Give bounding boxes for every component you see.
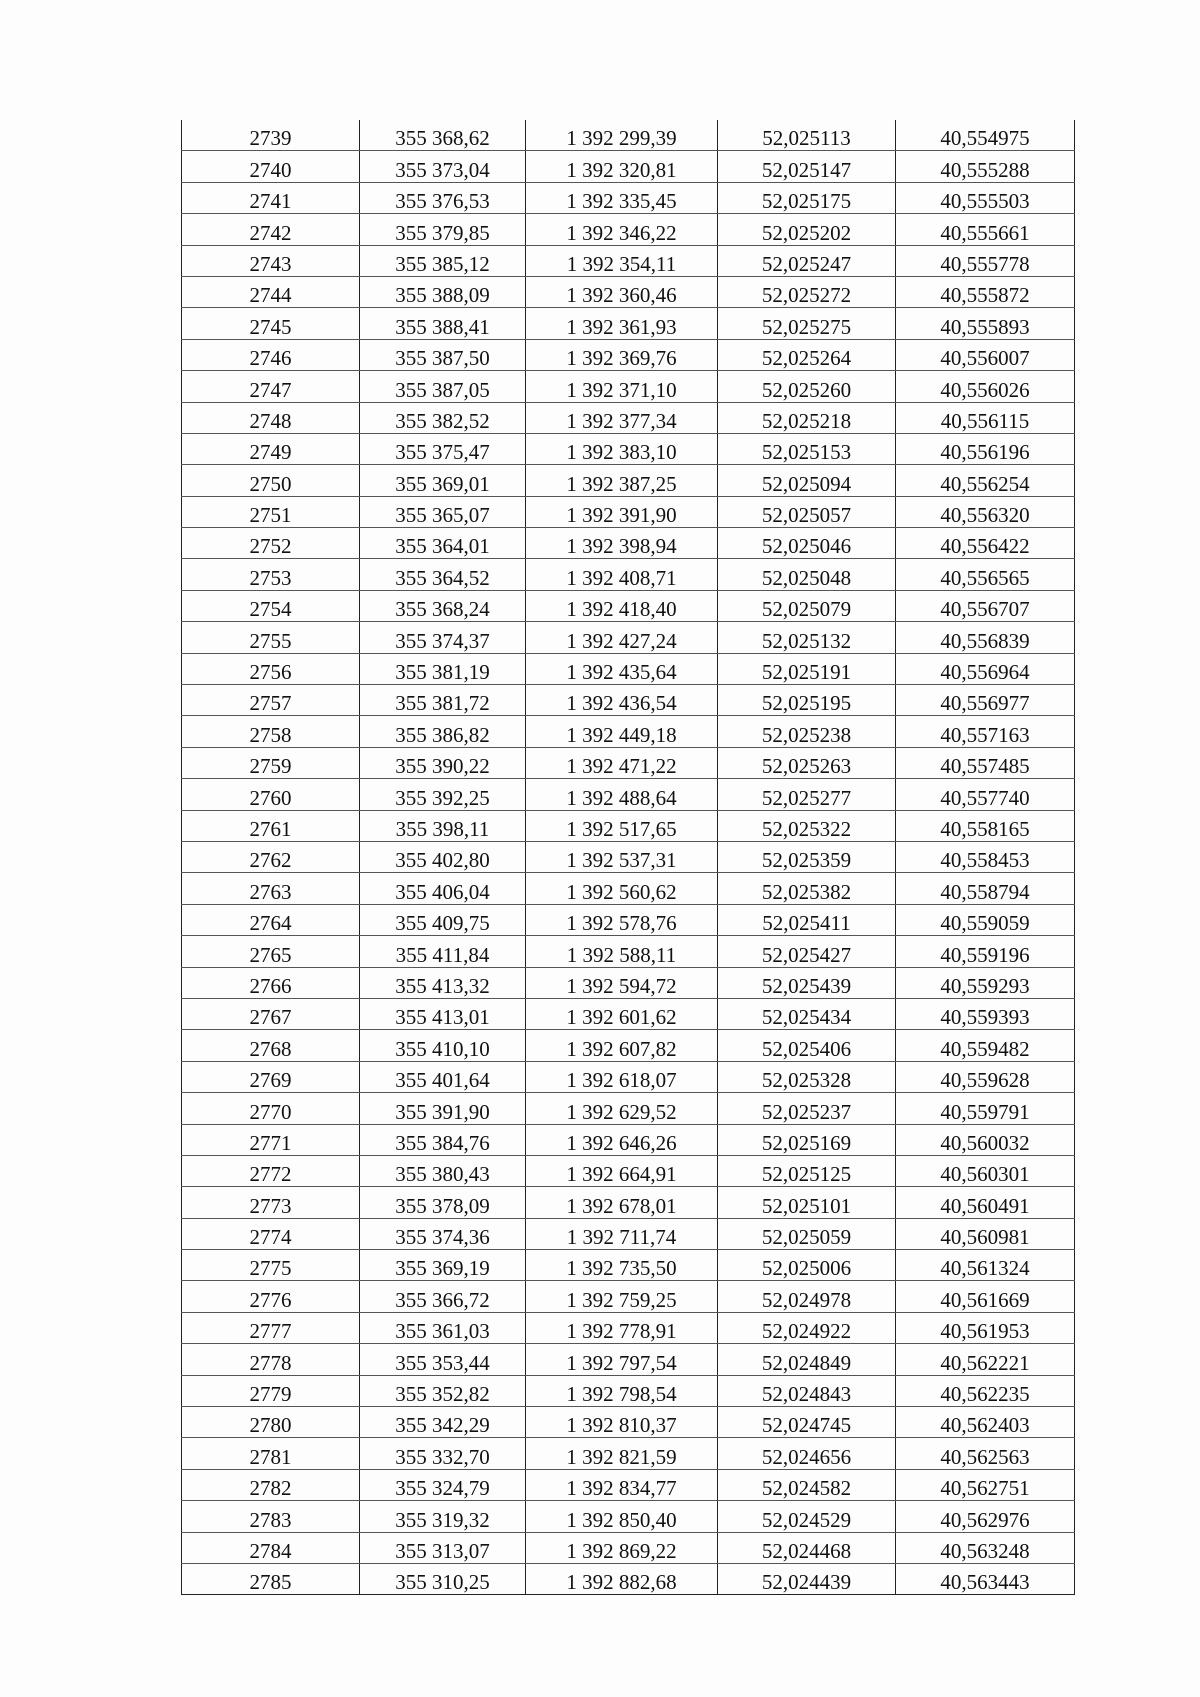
table-row — [182, 465, 1075, 496]
point-number-cell: 2743 — [182, 245, 360, 276]
point-number-cell: 2758 — [182, 716, 360, 747]
longitude-cell: 40,559628 — [896, 1061, 1075, 1092]
longitude-cell: 40,562221 — [896, 1344, 1075, 1375]
table-row — [182, 496, 1075, 527]
point-number-cell: 2755 — [182, 622, 360, 653]
y-coordinate-cell: 1 392 869,22 — [526, 1532, 718, 1563]
table-row — [182, 1218, 1075, 1249]
point-number-cell: 2754 — [182, 590, 360, 621]
longitude-cell: 40,560491 — [896, 1187, 1075, 1218]
y-coordinate-cell: 1 392 335,45 — [526, 182, 718, 213]
point-number-cell: 2742 — [182, 214, 360, 245]
longitude-cell: 40,554975 — [896, 120, 1075, 151]
y-coordinate-cell: 1 392 418,40 — [526, 590, 718, 621]
y-coordinate-cell: 1 392 759,25 — [526, 1281, 718, 1312]
y-coordinate-cell: 1 392 517,65 — [526, 810, 718, 841]
point-number-cell: 2771 — [182, 1124, 360, 1155]
latitude-cell: 52,024468 — [718, 1532, 896, 1563]
x-coordinate-cell: 355 380,43 — [360, 1155, 526, 1186]
x-coordinate-cell: 355 385,12 — [360, 245, 526, 276]
y-coordinate-cell: 1 392 371,10 — [526, 371, 718, 402]
latitude-cell: 52,025275 — [718, 308, 896, 339]
x-coordinate-cell: 355 353,44 — [360, 1344, 526, 1375]
x-coordinate-cell: 355 366,72 — [360, 1281, 526, 1312]
y-coordinate-cell: 1 392 408,71 — [526, 559, 718, 590]
table-row — [182, 998, 1075, 1029]
x-coordinate-cell: 355 409,75 — [360, 904, 526, 935]
latitude-cell: 52,025057 — [718, 496, 896, 527]
point-number-cell: 2763 — [182, 873, 360, 904]
y-coordinate-cell: 1 392 427,24 — [526, 622, 718, 653]
y-coordinate-cell: 1 392 488,64 — [526, 779, 718, 810]
table-row — [182, 528, 1075, 559]
longitude-cell: 40,562235 — [896, 1375, 1075, 1406]
x-coordinate-cell: 355 388,41 — [360, 308, 526, 339]
longitude-cell: 40,562751 — [896, 1469, 1075, 1500]
table-row — [182, 1469, 1075, 1500]
longitude-cell: 40,559059 — [896, 904, 1075, 935]
point-number-cell: 2769 — [182, 1061, 360, 1092]
x-coordinate-cell: 355 365,07 — [360, 496, 526, 527]
point-number-cell: 2756 — [182, 653, 360, 684]
latitude-cell: 52,025322 — [718, 810, 896, 841]
longitude-cell: 40,555778 — [896, 245, 1075, 276]
latitude-cell: 52,025125 — [718, 1155, 896, 1186]
longitude-cell: 40,561324 — [896, 1250, 1075, 1281]
table-row — [182, 1501, 1075, 1532]
longitude-cell: 40,560981 — [896, 1218, 1075, 1249]
longitude-cell: 40,561669 — [896, 1281, 1075, 1312]
latitude-cell: 52,025169 — [718, 1124, 896, 1155]
longitude-cell: 40,555503 — [896, 182, 1075, 213]
point-number-cell: 2775 — [182, 1250, 360, 1281]
table-row — [182, 1375, 1075, 1406]
x-coordinate-cell: 355 376,53 — [360, 182, 526, 213]
x-coordinate-cell: 355 378,09 — [360, 1187, 526, 1218]
y-coordinate-cell: 1 392 834,77 — [526, 1469, 718, 1500]
y-coordinate-cell: 1 392 360,46 — [526, 276, 718, 307]
table-row — [182, 622, 1075, 653]
table-row — [182, 402, 1075, 433]
longitude-cell: 40,559482 — [896, 1030, 1075, 1061]
latitude-cell: 52,025238 — [718, 716, 896, 747]
point-number-cell: 2773 — [182, 1187, 360, 1218]
table-row — [182, 1532, 1075, 1563]
longitude-cell: 40,556196 — [896, 433, 1075, 464]
x-coordinate-cell: 355 384,76 — [360, 1124, 526, 1155]
table-row — [182, 1312, 1075, 1343]
point-number-cell: 2747 — [182, 371, 360, 402]
y-coordinate-cell: 1 392 471,22 — [526, 747, 718, 778]
y-coordinate-cell: 1 392 607,82 — [526, 1030, 718, 1061]
x-coordinate-cell: 355 382,52 — [360, 402, 526, 433]
longitude-cell: 40,559393 — [896, 998, 1075, 1029]
x-coordinate-cell: 355 387,50 — [360, 339, 526, 370]
y-coordinate-cell: 1 392 594,72 — [526, 967, 718, 998]
y-coordinate-cell: 1 392 377,34 — [526, 402, 718, 433]
latitude-cell: 52,024922 — [718, 1312, 896, 1343]
latitude-cell: 52,025218 — [718, 402, 896, 433]
latitude-cell: 52,025382 — [718, 873, 896, 904]
table-row — [182, 1281, 1075, 1312]
longitude-cell: 40,555288 — [896, 151, 1075, 182]
x-coordinate-cell: 355 392,25 — [360, 779, 526, 810]
longitude-cell: 40,556707 — [896, 590, 1075, 621]
x-coordinate-cell: 355 373,04 — [360, 151, 526, 182]
y-coordinate-cell: 1 392 449,18 — [526, 716, 718, 747]
x-coordinate-cell: 355 411,84 — [360, 936, 526, 967]
latitude-cell: 52,025094 — [718, 465, 896, 496]
point-number-cell: 2778 — [182, 1344, 360, 1375]
y-coordinate-cell: 1 392 361,93 — [526, 308, 718, 339]
point-number-cell: 2750 — [182, 465, 360, 496]
point-number-cell: 2753 — [182, 559, 360, 590]
longitude-cell: 40,563248 — [896, 1532, 1075, 1563]
point-number-cell: 2761 — [182, 810, 360, 841]
longitude-cell: 40,556839 — [896, 622, 1075, 653]
longitude-cell: 40,561953 — [896, 1312, 1075, 1343]
x-coordinate-cell: 355 413,32 — [360, 967, 526, 998]
point-number-cell: 2770 — [182, 1093, 360, 1124]
point-number-cell: 2766 — [182, 967, 360, 998]
y-coordinate-cell: 1 392 646,26 — [526, 1124, 718, 1155]
table-row — [182, 653, 1075, 684]
table-row — [182, 841, 1075, 872]
y-coordinate-cell: 1 392 629,52 — [526, 1093, 718, 1124]
x-coordinate-cell: 355 324,79 — [360, 1469, 526, 1500]
longitude-cell: 40,559293 — [896, 967, 1075, 998]
x-coordinate-cell: 355 402,80 — [360, 841, 526, 872]
table-row — [182, 716, 1075, 747]
point-number-cell: 2744 — [182, 276, 360, 307]
y-coordinate-cell: 1 392 588,11 — [526, 936, 718, 967]
x-coordinate-cell: 355 361,03 — [360, 1312, 526, 1343]
x-coordinate-cell: 355 368,62 — [360, 120, 526, 151]
table-row — [182, 904, 1075, 935]
x-coordinate-cell: 355 410,10 — [360, 1030, 526, 1061]
point-number-cell: 2745 — [182, 308, 360, 339]
latitude-cell: 52,024849 — [718, 1344, 896, 1375]
x-coordinate-cell: 355 375,47 — [360, 433, 526, 464]
y-coordinate-cell: 1 392 383,10 — [526, 433, 718, 464]
latitude-cell: 52,025411 — [718, 904, 896, 935]
longitude-cell: 40,555872 — [896, 276, 1075, 307]
latitude-cell: 52,025434 — [718, 998, 896, 1029]
x-coordinate-cell: 355 379,85 — [360, 214, 526, 245]
point-number-cell: 2751 — [182, 496, 360, 527]
latitude-cell: 52,024529 — [718, 1501, 896, 1532]
y-coordinate-cell: 1 392 299,39 — [526, 120, 718, 151]
y-coordinate-cell: 1 392 778,91 — [526, 1312, 718, 1343]
x-coordinate-cell: 355 310,25 — [360, 1563, 526, 1594]
latitude-cell: 52,025260 — [718, 371, 896, 402]
longitude-cell: 40,559196 — [896, 936, 1075, 967]
x-coordinate-cell: 355 381,72 — [360, 685, 526, 716]
x-coordinate-cell: 355 406,04 — [360, 873, 526, 904]
x-coordinate-cell: 355 374,36 — [360, 1218, 526, 1249]
point-number-cell: 2748 — [182, 402, 360, 433]
x-coordinate-cell: 355 319,32 — [360, 1501, 526, 1532]
table-row — [182, 1093, 1075, 1124]
latitude-cell: 52,025153 — [718, 433, 896, 464]
table-row — [182, 371, 1075, 402]
table-row — [182, 1124, 1075, 1155]
latitude-cell: 52,025175 — [718, 182, 896, 213]
longitude-cell: 40,557485 — [896, 747, 1075, 778]
y-coordinate-cell: 1 392 601,62 — [526, 998, 718, 1029]
table-row — [182, 1250, 1075, 1281]
x-coordinate-cell: 355 364,01 — [360, 528, 526, 559]
coordinates-table-body — [182, 120, 1075, 1595]
latitude-cell: 52,025191 — [718, 653, 896, 684]
table-row — [182, 873, 1075, 904]
longitude-cell: 40,560301 — [896, 1155, 1075, 1186]
latitude-cell: 52,025439 — [718, 967, 896, 998]
point-number-cell: 2740 — [182, 151, 360, 182]
x-coordinate-cell: 355 368,24 — [360, 590, 526, 621]
point-number-cell: 2774 — [182, 1218, 360, 1249]
longitude-cell: 40,562563 — [896, 1438, 1075, 1469]
longitude-cell: 40,559791 — [896, 1093, 1075, 1124]
y-coordinate-cell: 1 392 346,22 — [526, 214, 718, 245]
longitude-cell: 40,557163 — [896, 716, 1075, 747]
y-coordinate-cell: 1 392 537,31 — [526, 841, 718, 872]
point-number-cell: 2759 — [182, 747, 360, 778]
y-coordinate-cell: 1 392 618,07 — [526, 1061, 718, 1092]
longitude-cell: 40,556026 — [896, 371, 1075, 402]
x-coordinate-cell: 355 381,19 — [360, 653, 526, 684]
point-number-cell: 2777 — [182, 1312, 360, 1343]
x-coordinate-cell: 355 401,64 — [360, 1061, 526, 1092]
table-row — [182, 685, 1075, 716]
longitude-cell: 40,556115 — [896, 402, 1075, 433]
table-row — [182, 1030, 1075, 1061]
table-row — [182, 182, 1075, 213]
table-row — [182, 1155, 1075, 1186]
table-row — [182, 1344, 1075, 1375]
table-row — [182, 214, 1075, 245]
table-row — [182, 151, 1075, 182]
latitude-cell: 52,025048 — [718, 559, 896, 590]
point-number-cell: 2779 — [182, 1375, 360, 1406]
y-coordinate-cell: 1 392 391,90 — [526, 496, 718, 527]
y-coordinate-cell: 1 392 436,54 — [526, 685, 718, 716]
y-coordinate-cell: 1 392 387,25 — [526, 465, 718, 496]
x-coordinate-cell: 355 369,19 — [360, 1250, 526, 1281]
latitude-cell: 52,025195 — [718, 685, 896, 716]
longitude-cell: 40,560032 — [896, 1124, 1075, 1155]
x-coordinate-cell: 355 388,09 — [360, 276, 526, 307]
table-row — [182, 590, 1075, 621]
point-number-cell: 2739 — [182, 120, 360, 151]
latitude-cell: 52,025247 — [718, 245, 896, 276]
y-coordinate-cell: 1 392 320,81 — [526, 151, 718, 182]
y-coordinate-cell: 1 392 354,11 — [526, 245, 718, 276]
latitude-cell: 52,025277 — [718, 779, 896, 810]
longitude-cell: 40,555893 — [896, 308, 1075, 339]
point-number-cell: 2768 — [182, 1030, 360, 1061]
longitude-cell: 40,563443 — [896, 1563, 1075, 1594]
table-row — [182, 1407, 1075, 1438]
longitude-cell: 40,558165 — [896, 810, 1075, 841]
point-number-cell: 2757 — [182, 685, 360, 716]
latitude-cell: 52,024978 — [718, 1281, 896, 1312]
y-coordinate-cell: 1 392 560,62 — [526, 873, 718, 904]
y-coordinate-cell: 1 392 882,68 — [526, 1563, 718, 1594]
latitude-cell: 52,025406 — [718, 1030, 896, 1061]
coordinates-table — [181, 120, 1075, 1595]
point-number-cell: 2752 — [182, 528, 360, 559]
latitude-cell: 52,025427 — [718, 936, 896, 967]
y-coordinate-cell: 1 392 578,76 — [526, 904, 718, 935]
latitude-cell: 52,024745 — [718, 1407, 896, 1438]
point-number-cell: 2772 — [182, 1155, 360, 1186]
y-coordinate-cell: 1 392 711,74 — [526, 1218, 718, 1249]
longitude-cell: 40,555661 — [896, 214, 1075, 245]
longitude-cell: 40,562403 — [896, 1407, 1075, 1438]
x-coordinate-cell: 355 391,90 — [360, 1093, 526, 1124]
x-coordinate-cell: 355 390,22 — [360, 747, 526, 778]
table-row — [182, 433, 1075, 464]
longitude-cell: 40,556254 — [896, 465, 1075, 496]
longitude-cell: 40,557740 — [896, 779, 1075, 810]
table-row — [182, 1061, 1075, 1092]
latitude-cell: 52,025328 — [718, 1061, 896, 1092]
x-coordinate-cell: 355 387,05 — [360, 371, 526, 402]
point-number-cell: 2764 — [182, 904, 360, 935]
latitude-cell: 52,025359 — [718, 841, 896, 872]
longitude-cell: 40,556422 — [896, 528, 1075, 559]
x-coordinate-cell: 355 364,52 — [360, 559, 526, 590]
latitude-cell: 52,025237 — [718, 1093, 896, 1124]
x-coordinate-cell: 355 342,29 — [360, 1407, 526, 1438]
latitude-cell: 52,025263 — [718, 747, 896, 778]
table-row — [182, 120, 1075, 151]
table-row — [182, 779, 1075, 810]
x-coordinate-cell: 355 313,07 — [360, 1532, 526, 1563]
latitude-cell: 52,024843 — [718, 1375, 896, 1406]
x-coordinate-cell: 355 374,37 — [360, 622, 526, 653]
table-row — [182, 1187, 1075, 1218]
latitude-cell: 52,025272 — [718, 276, 896, 307]
y-coordinate-cell: 1 392 435,64 — [526, 653, 718, 684]
latitude-cell: 52,025264 — [718, 339, 896, 370]
point-number-cell: 2765 — [182, 936, 360, 967]
x-coordinate-cell: 355 386,82 — [360, 716, 526, 747]
y-coordinate-cell: 1 392 850,40 — [526, 1501, 718, 1532]
y-coordinate-cell: 1 392 664,91 — [526, 1155, 718, 1186]
point-number-cell: 2746 — [182, 339, 360, 370]
table-row — [182, 1563, 1075, 1594]
latitude-cell: 52,025132 — [718, 622, 896, 653]
longitude-cell: 40,556007 — [896, 339, 1075, 370]
y-coordinate-cell: 1 392 798,54 — [526, 1375, 718, 1406]
point-number-cell: 2785 — [182, 1563, 360, 1594]
table-row — [182, 967, 1075, 998]
y-coordinate-cell: 1 392 821,59 — [526, 1438, 718, 1469]
table-row — [182, 559, 1075, 590]
point-number-cell: 2760 — [182, 779, 360, 810]
longitude-cell: 40,558453 — [896, 841, 1075, 872]
latitude-cell: 52,024656 — [718, 1438, 896, 1469]
x-coordinate-cell: 355 398,11 — [360, 810, 526, 841]
point-number-cell: 2767 — [182, 998, 360, 1029]
table-row — [182, 936, 1075, 967]
point-number-cell: 2781 — [182, 1438, 360, 1469]
longitude-cell: 40,556977 — [896, 685, 1075, 716]
x-coordinate-cell: 355 369,01 — [360, 465, 526, 496]
x-coordinate-cell: 355 332,70 — [360, 1438, 526, 1469]
longitude-cell: 40,562976 — [896, 1501, 1075, 1532]
latitude-cell: 52,025113 — [718, 120, 896, 151]
point-number-cell: 2784 — [182, 1532, 360, 1563]
y-coordinate-cell: 1 392 810,37 — [526, 1407, 718, 1438]
latitude-cell: 52,024439 — [718, 1563, 896, 1594]
table-row — [182, 308, 1075, 339]
table-row — [182, 245, 1075, 276]
latitude-cell: 52,025147 — [718, 151, 896, 182]
latitude-cell: 52,025079 — [718, 590, 896, 621]
y-coordinate-cell: 1 392 735,50 — [526, 1250, 718, 1281]
table-row — [182, 339, 1075, 370]
longitude-cell: 40,556320 — [896, 496, 1075, 527]
table-row — [182, 1438, 1075, 1469]
point-number-cell: 2762 — [182, 841, 360, 872]
point-number-cell: 2780 — [182, 1407, 360, 1438]
longitude-cell: 40,558794 — [896, 873, 1075, 904]
y-coordinate-cell: 1 392 398,94 — [526, 528, 718, 559]
latitude-cell: 52,025101 — [718, 1187, 896, 1218]
y-coordinate-cell: 1 392 797,54 — [526, 1344, 718, 1375]
longitude-cell: 40,556964 — [896, 653, 1075, 684]
latitude-cell: 52,025006 — [718, 1250, 896, 1281]
latitude-cell: 52,025059 — [718, 1218, 896, 1249]
point-number-cell: 2749 — [182, 433, 360, 464]
table-row — [182, 747, 1075, 778]
longitude-cell: 40,556565 — [896, 559, 1075, 590]
table-row — [182, 276, 1075, 307]
latitude-cell: 52,025202 — [718, 214, 896, 245]
point-number-cell: 2783 — [182, 1501, 360, 1532]
latitude-cell: 52,025046 — [718, 528, 896, 559]
x-coordinate-cell: 355 352,82 — [360, 1375, 526, 1406]
table-row — [182, 810, 1075, 841]
point-number-cell: 2741 — [182, 182, 360, 213]
latitude-cell: 52,024582 — [718, 1469, 896, 1500]
x-coordinate-cell: 355 413,01 — [360, 998, 526, 1029]
point-number-cell: 2776 — [182, 1281, 360, 1312]
point-number-cell: 2782 — [182, 1469, 360, 1500]
y-coordinate-cell: 1 392 678,01 — [526, 1187, 718, 1218]
y-coordinate-cell: 1 392 369,76 — [526, 339, 718, 370]
